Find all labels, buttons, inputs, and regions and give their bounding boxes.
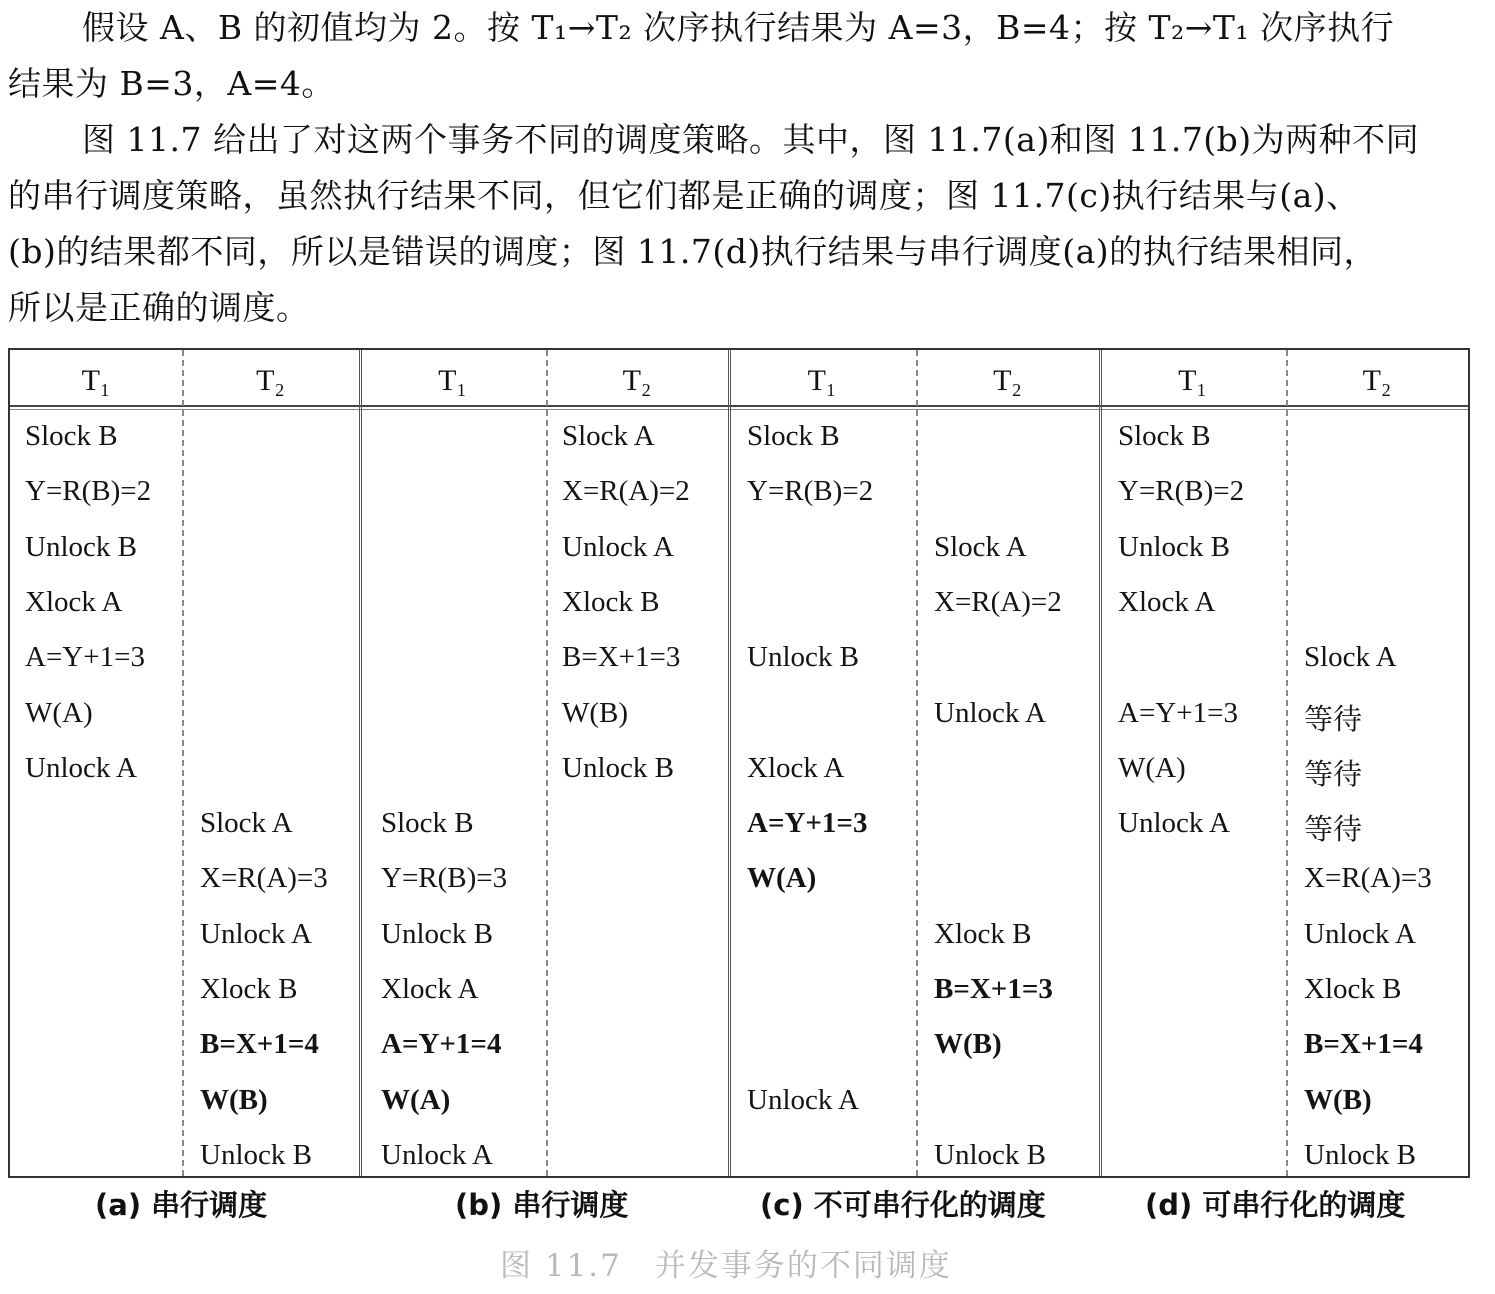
schedule-step: Xlock B bbox=[200, 973, 298, 1005]
caption-d: (d) 可串行化的调度 bbox=[1145, 1188, 1406, 1222]
paragraph-2 bbox=[8, 112, 1478, 336]
paragraph-line: (b)的结果都不同，所以是错误的调度；图 11.7(d)执行结果与串行调度(a)的执行结果相同， bbox=[8, 232, 1378, 271]
schedule-step: W(A) bbox=[25, 697, 93, 729]
schedule-step: Xlock B bbox=[934, 918, 1032, 950]
schedule-step: Xlock B bbox=[562, 586, 660, 618]
schedule-step: W(B) bbox=[562, 697, 629, 729]
schedule-step: A=Y+1=3 bbox=[1118, 697, 1238, 729]
schedule-step: Unlock A bbox=[25, 752, 137, 784]
schedule-step: W(A) bbox=[747, 862, 817, 894]
schedule-table bbox=[8, 348, 1470, 1178]
schedule-step: B=X+1=4 bbox=[1304, 1028, 1423, 1060]
schedule-step: Slock B bbox=[381, 807, 474, 839]
paragraph-line: 假设 A、B 的初值均为 2。按 T₁→T₂ 次序执行结果为 A=3，B=4；按 T₂→T₁ 次序执行 bbox=[82, 8, 1395, 47]
paragraph-line: 的串行调度策略，虽然执行结果不同，但它们都是正确的调度；图 11.7(c)执行结果与(a)、 bbox=[8, 176, 1360, 215]
header-divider-secondary bbox=[10, 409, 1468, 410]
schedule-step: Y=R(B)=2 bbox=[1118, 475, 1245, 507]
column-header: T₂ bbox=[622, 364, 652, 397]
paragraph-line: 所以是正确的调度。 bbox=[8, 288, 310, 327]
schedule-divider bbox=[359, 350, 362, 1176]
schedule-step: A=Y+1=3 bbox=[747, 807, 868, 839]
schedule-step: Xlock A bbox=[747, 752, 845, 784]
column-header: T₂ bbox=[256, 364, 285, 397]
figure-title: 图 11.7 并发事务的不同调度 bbox=[500, 1248, 952, 1284]
caption-a: (a) 串行调度 bbox=[95, 1188, 268, 1222]
schedule-step: Slock B bbox=[747, 420, 840, 452]
schedule-step: Unlock A bbox=[747, 1084, 859, 1116]
schedule-step: W(B) bbox=[934, 1028, 1002, 1060]
column-header: T₁ bbox=[1178, 364, 1207, 397]
schedule-step: X=R(A)=3 bbox=[200, 862, 328, 894]
header-divider bbox=[10, 405, 1468, 407]
schedule-step: Xlock B bbox=[1304, 973, 1402, 1005]
column-divider bbox=[1286, 350, 1288, 1176]
paragraph-line: 结果为 B=3，A=4。 bbox=[8, 64, 335, 103]
column-divider bbox=[546, 350, 548, 1176]
column-header: T₁ bbox=[807, 364, 837, 397]
paragraph-line: 图 11.7 给出了对这两个事务不同的调度策略。其中，图 11.7(a)和图 11.7(b)为两种不同 bbox=[82, 120, 1420, 159]
column-header: T₁ bbox=[81, 364, 111, 397]
schedule-step: W(B) bbox=[1304, 1084, 1372, 1116]
schedule-step: Unlock A bbox=[562, 531, 674, 563]
column-header: T₂ bbox=[1362, 364, 1392, 397]
schedule-step: Slock A bbox=[934, 531, 1027, 563]
schedule-step: Unlock B bbox=[1304, 1139, 1416, 1171]
schedule-step: Unlock A bbox=[200, 918, 312, 950]
schedule-step: Y=R(B)=2 bbox=[747, 475, 874, 507]
schedule-step: Unlock A bbox=[1304, 918, 1416, 950]
schedule-step: Unlock B bbox=[200, 1139, 312, 1171]
schedule-step: A=Y+1=3 bbox=[25, 641, 145, 673]
schedule-step: Y=R(B)=3 bbox=[381, 862, 508, 894]
schedule-step: Unlock A bbox=[381, 1139, 493, 1171]
schedule-step: Unlock A bbox=[934, 697, 1046, 729]
schedule-divider bbox=[728, 350, 731, 1176]
schedule-step: 等待 bbox=[1304, 814, 1363, 846]
schedule-step: Xlock A bbox=[1118, 586, 1216, 618]
caption-b: (b) 串行调度 bbox=[455, 1188, 629, 1222]
schedule-step: W(A) bbox=[1118, 752, 1186, 784]
schedule-step: X=R(A)=2 bbox=[934, 586, 1062, 618]
column-header: T₂ bbox=[993, 364, 1022, 397]
schedule-step: W(A) bbox=[381, 1084, 451, 1116]
schedule-divider bbox=[1099, 350, 1102, 1176]
schedule-step: W(B) bbox=[200, 1084, 268, 1116]
schedule-step: X=R(A)=3 bbox=[1304, 862, 1432, 894]
paragraph-1 bbox=[8, 0, 1478, 112]
column-divider bbox=[916, 350, 918, 1176]
schedule-step: Unlock B bbox=[381, 918, 493, 950]
schedule-step: 等待 bbox=[1304, 704, 1363, 736]
schedule-step: 等待 bbox=[1304, 759, 1363, 791]
schedule-step: Xlock A bbox=[381, 973, 479, 1005]
schedule-step: Slock A bbox=[562, 420, 655, 452]
schedule-step: Xlock A bbox=[25, 586, 123, 618]
schedule-step: Slock B bbox=[25, 420, 118, 452]
schedule-step: Unlock A bbox=[1118, 807, 1230, 839]
schedule-step: Unlock B bbox=[25, 531, 137, 563]
schedule-step: A=Y+1=4 bbox=[381, 1028, 502, 1060]
schedule-step: Slock A bbox=[1304, 641, 1397, 673]
schedule-step: Unlock B bbox=[562, 752, 674, 784]
schedule-step: Unlock B bbox=[1118, 531, 1230, 563]
schedule-step: Y=R(B)=2 bbox=[25, 475, 152, 507]
schedule-step: B=X+1=3 bbox=[562, 641, 681, 673]
schedule-step: B=X+1=4 bbox=[200, 1028, 319, 1060]
schedule-step: B=X+1=3 bbox=[934, 973, 1053, 1005]
schedule-step: Unlock B bbox=[934, 1139, 1046, 1171]
caption-c: (c) 不可串行化的调度 bbox=[760, 1188, 1046, 1222]
schedule-step: Slock A bbox=[200, 807, 293, 839]
column-header: T₁ bbox=[438, 364, 467, 397]
schedule-step: X=R(A)=2 bbox=[562, 475, 690, 507]
schedule-step: Unlock B bbox=[747, 641, 859, 673]
column-divider bbox=[182, 350, 184, 1176]
schedule-step: Slock B bbox=[1118, 420, 1211, 452]
